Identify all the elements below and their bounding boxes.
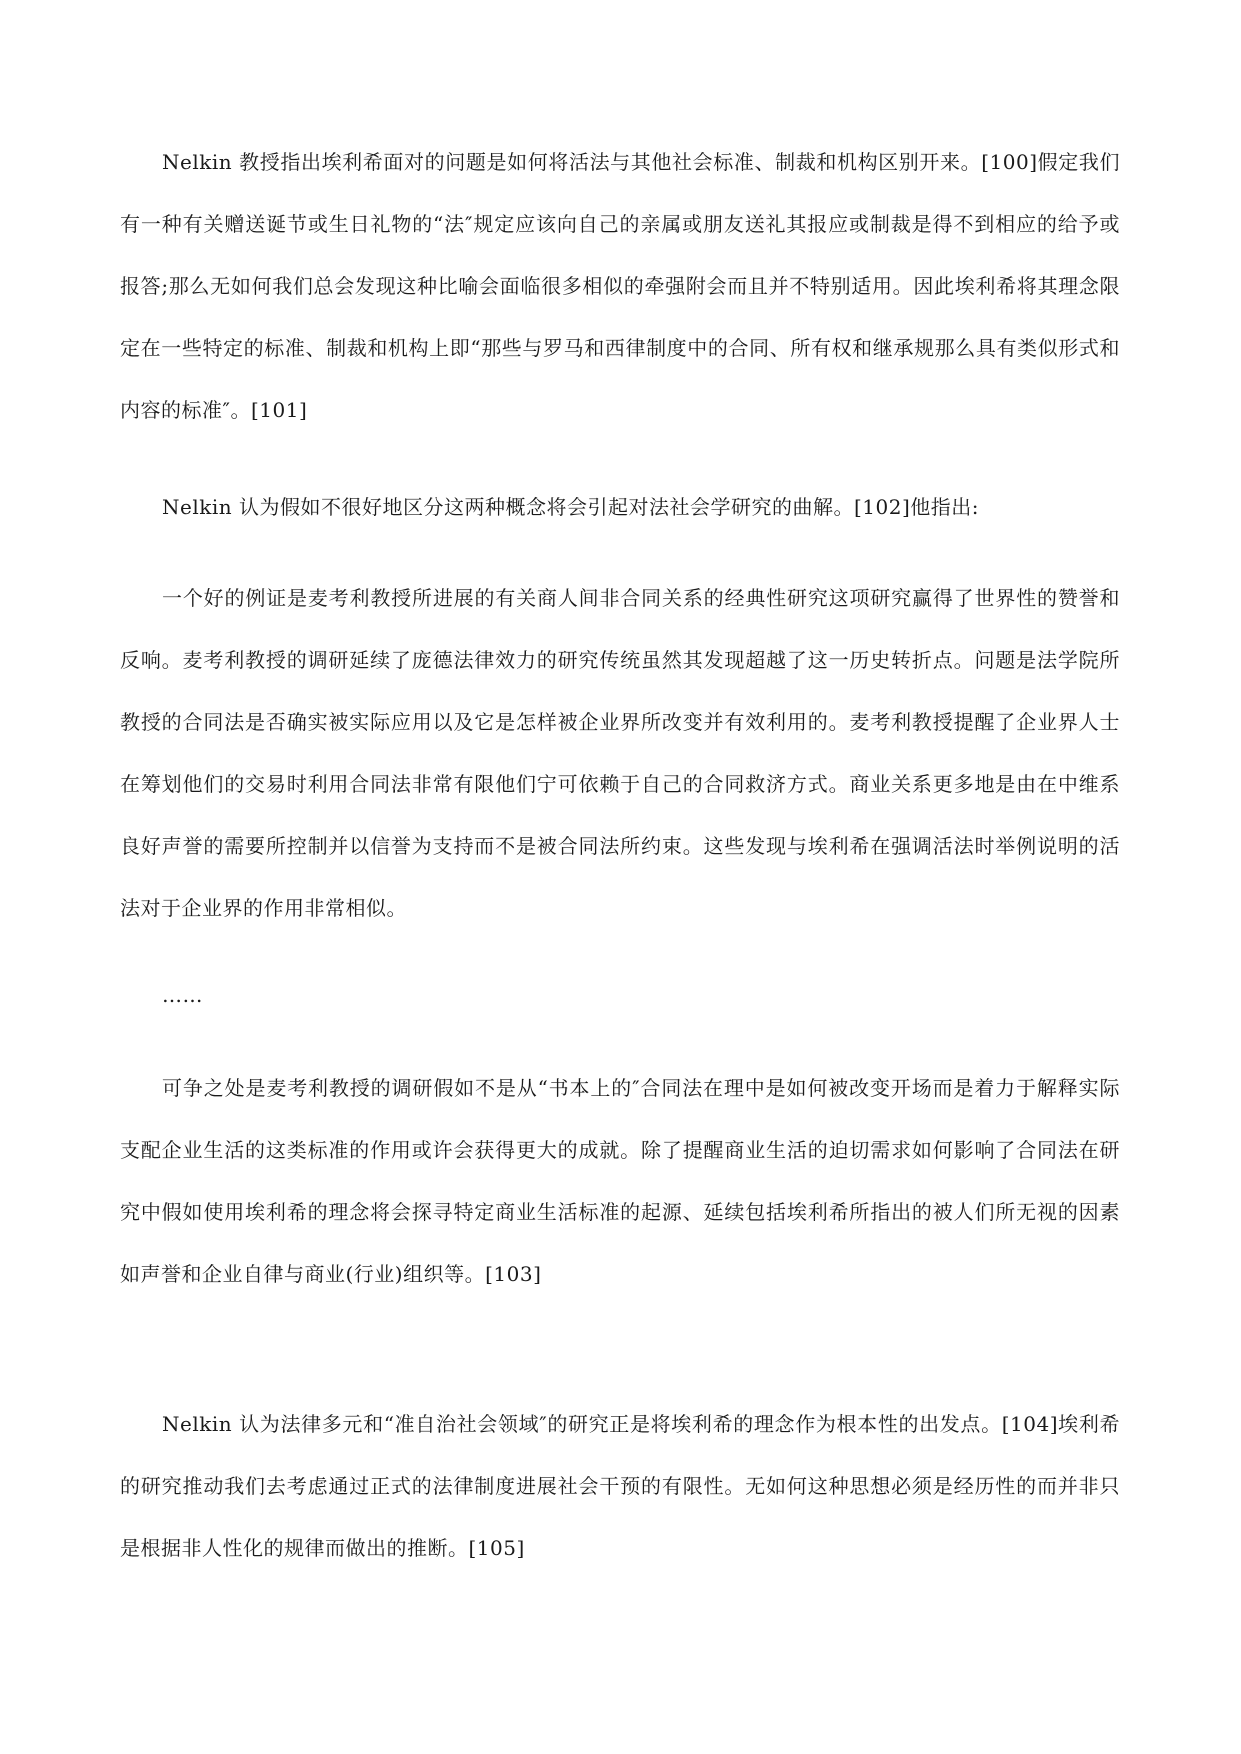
paragraph-ellipsis: …… [162, 983, 203, 1007]
paragraph-nelkin-problem: Nelkin 教授指出埃利希面对的问题是如何将活法与其他社会标准、制裁和机构区别开来。[100]假定我们有一种有关赠送诞节或生日礼物的“法″规定应该向自己的亲属或朋友送礼其报应或制裁是得不到相应的给予或报答;那么无如何我们总会发现这种比喻会面临很多相似的牵强附会而且并不特别适用。因此埃利希将其理念限定在一些特定的标准、制裁和机构上即“那些与罗马和西律制度中的合同、所有权和继承规那么具有类似形式和内容的标准″。[101] [120, 150, 1120, 422]
paragraph-contestable-point: 可争之处是麦考利教授的调研假如不是从“书本上的″合同法在理中是如何被改变开场而是着力于解释实际支配企业生活的这类标准的作用或许会获得更大的成就。除了提醒商业生活的迫切需求如何影响了合同法在研究中假如使用埃利希的理念将会探寻特定商业生活标准的起源、延续包括埃利希所指出的被人们所无视的因素如声誉和企业自律与商业(行业)组织等。[103] [120, 1076, 1120, 1286]
paragraph-macaulay-example: 一个好的例证是麦考利教授所进展的有关商人间非合同关系的经典性研究这项研究赢得了世界性的赞誉和反响。麦考利教授的调研延续了庞德法律效力的研究传统虽然其发现超越了这一历史转折点。问题是法学院所教授的合同法是否确实被实际应用以及它是怎样被企业界所改变并有效利用的。麦考利教授提醒了企业界人士在筹划他们的交易时利用合同法非常有限他们宁可依赖于自己的合同救济方式。商业关系更多地是由在中维系良好声誉的需要所控制并以信誉为支持而不是被合同法所约束。这些发现与埃利希在强调活法时举例说明的活法对于企业界的作用非常相似。 [120, 586, 1120, 920]
paragraph-legal-pluralism: Nelkin 认为法律多元和“准自治社会领域″的研究正是将埃利希的理念作为根本性的出发点。[104]埃利希的研究推动我们去考虑通过正式的法律制度进展社会干预的有限性。无如何这种思想必须是经历性的而并非只是根据非人性化的规律而做出的推断。[105] [120, 1412, 1120, 1560]
paragraph-nelkin-distinction: Nelkin 认为假如不很好地区分这两种概念将会引起对法社会学研究的曲解。[102]他指出: [162, 495, 980, 519]
